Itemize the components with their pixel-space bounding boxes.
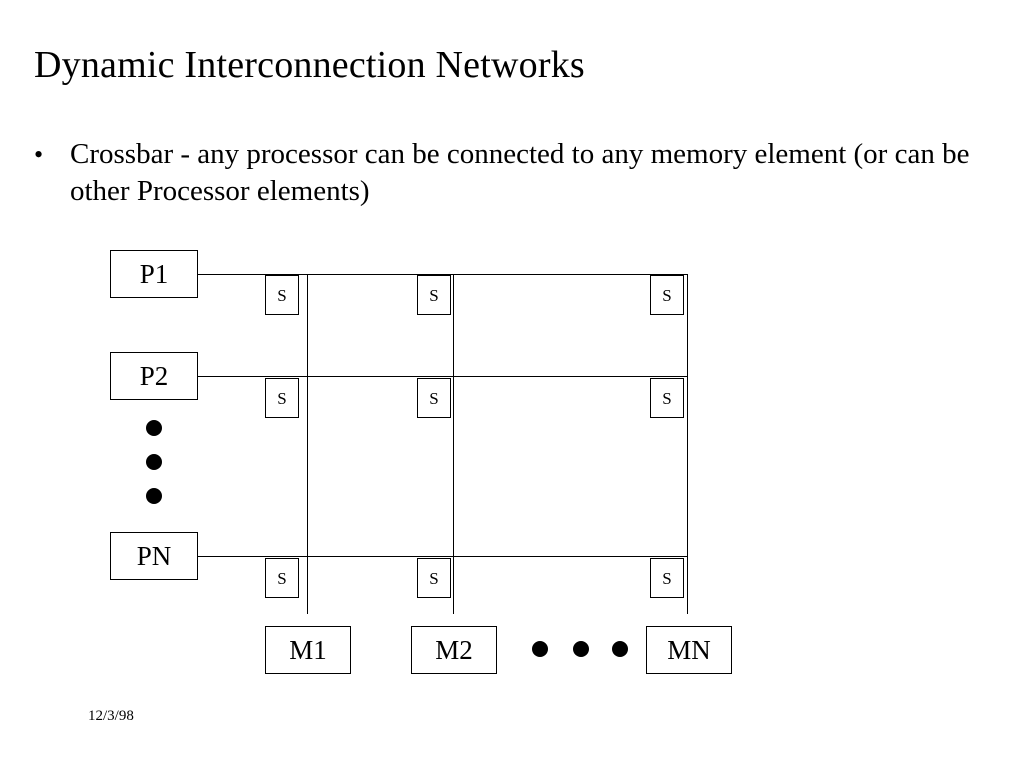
switch-node bbox=[650, 275, 684, 315]
page-title: Dynamic Interconnection Networks bbox=[34, 44, 585, 86]
memory-ellipsis-dot bbox=[573, 641, 589, 657]
switch-label: S bbox=[429, 285, 439, 305]
switch-label: S bbox=[662, 388, 672, 408]
processor-bus-line-n bbox=[198, 556, 688, 557]
switch-node bbox=[417, 558, 451, 598]
memory-label: M1 bbox=[289, 634, 327, 665]
processor-node-pn bbox=[110, 532, 198, 580]
processor-ellipsis-dot bbox=[146, 454, 162, 470]
memory-node-m2 bbox=[411, 626, 497, 674]
switch-label: S bbox=[429, 568, 439, 588]
switch-node bbox=[417, 275, 451, 315]
switch-label: S bbox=[277, 285, 287, 305]
memory-bus-line-1 bbox=[307, 274, 308, 614]
memory-bus-line-2 bbox=[453, 274, 454, 614]
memory-ellipsis-dot bbox=[532, 641, 548, 657]
switch-label: S bbox=[429, 388, 439, 408]
bullet-text: Crossbar - any processor can be connected to any memory element (or can be other Processor elements) bbox=[70, 138, 970, 207]
memory-node-mn bbox=[646, 626, 732, 674]
switch-node bbox=[265, 558, 299, 598]
bullet-list bbox=[34, 136, 974, 210]
switch-node bbox=[417, 378, 451, 418]
memory-bus-line-n bbox=[687, 274, 688, 614]
switch-label: S bbox=[277, 568, 287, 588]
processor-node-p2 bbox=[110, 352, 198, 400]
switch-label: S bbox=[277, 388, 287, 408]
switch-node bbox=[650, 378, 684, 418]
list-item bbox=[34, 136, 974, 210]
processor-label: P2 bbox=[139, 360, 169, 391]
switch-node bbox=[265, 378, 299, 418]
footer-date: 12/3/98 bbox=[88, 708, 134, 724]
processor-bus-line-2 bbox=[198, 376, 688, 377]
bullet-marker: • bbox=[34, 140, 44, 169]
processor-ellipsis-dot bbox=[146, 420, 162, 436]
memory-label: M2 bbox=[435, 634, 473, 665]
memory-ellipsis-dot bbox=[612, 641, 628, 657]
switch-node bbox=[265, 275, 299, 315]
switch-label: S bbox=[662, 285, 672, 305]
memory-node-m1 bbox=[265, 626, 351, 674]
processor-label: P1 bbox=[139, 258, 169, 289]
switch-label: S bbox=[662, 568, 672, 588]
switch-node bbox=[650, 558, 684, 598]
memory-label: MN bbox=[667, 634, 711, 665]
processor-node-p1 bbox=[110, 250, 198, 298]
processor-ellipsis-dot bbox=[146, 488, 162, 504]
crossbar-diagram bbox=[100, 240, 880, 700]
processor-label: PN bbox=[136, 540, 172, 571]
